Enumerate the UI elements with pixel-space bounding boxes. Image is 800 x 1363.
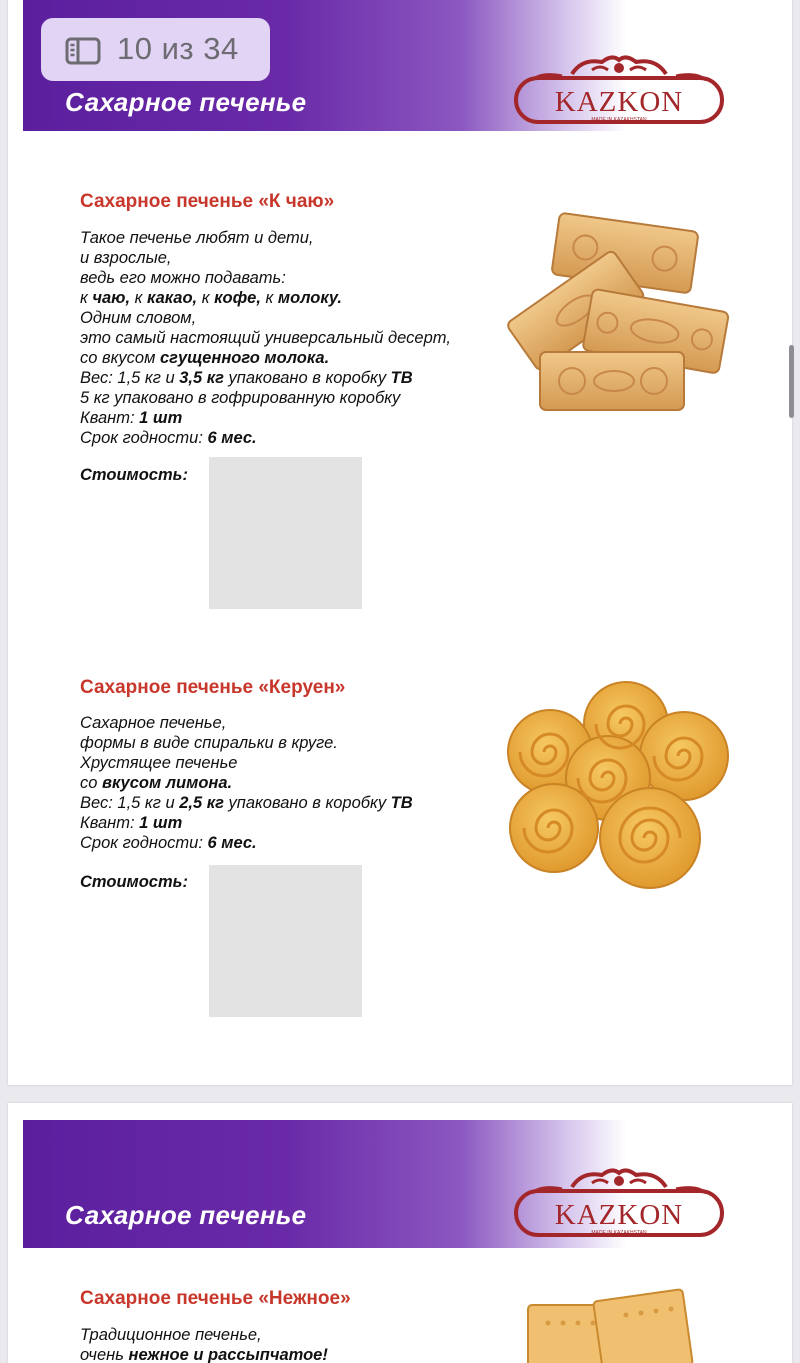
document-page [8,0,792,1085]
product-description [80,713,413,853]
description-line: Одним словом, [80,309,197,327]
description-line: ведь его можно подавать: [80,269,286,287]
description-line: к чаю, к какао, к кофе, к молоку. [80,289,343,307]
rectangular-cookies-image [494,210,730,425]
kazkon-logo [512,1165,726,1245]
square-cookies-image [508,1283,708,1363]
document-page [8,1103,792,1363]
scrollbar-thumb[interactable] [789,345,794,418]
page-counter[interactable] [41,18,270,81]
product-title: Сахарное печенье «К чаю» [80,191,335,212]
product-description [80,228,451,448]
page-counter-text: 10 из 34 [117,31,239,66]
product-description [80,1325,328,1363]
description-line: со вкусом сгущенного молока. [80,349,330,367]
product-title: Сахарное печенье «Нежное» [80,1288,351,1309]
description-line: очень нежное и рассыпчатое! [80,1346,328,1363]
logo-tagline: MADE IN KAZAKHSTAN [591,1230,647,1236]
cost-placeholder [209,457,362,609]
description-line: Срок годности: 6 мес. [80,834,257,852]
product-title: Сахарное печенье «Керуен» [80,677,346,698]
logo-text: KAZKON [554,1199,684,1231]
cost-placeholder [209,865,362,1017]
description-line: и взрослые, [80,249,172,267]
banner-title: Сахарное печенье [65,87,307,117]
description-line: Традиционное печенье, [80,1326,262,1344]
description-line: со вкусом лимона. [80,774,233,792]
description-line: Квант: 1 шт [80,409,183,427]
description-line: Вес: 1,5 кг и 3,5 кг упаковано в коробку ТВ [80,369,413,387]
description-line: Срок годности: 6 мес. [80,429,257,447]
kazkon-logo [512,52,726,132]
logo-tagline: MADE IN KAZAKHSTAN [591,117,647,123]
description-line: Сахарное печенье, [80,714,227,732]
description-line: формы в виде спиральки в круге. [80,734,338,752]
logo-text: KAZKON [554,86,684,118]
cost-label: Стоимость: [80,873,188,891]
description-line: Хрустящее печенье [80,754,238,772]
spiral-cookies-image [498,680,734,905]
description-line: 5 кг упаковано в гофрированную коробку [80,389,401,407]
description-line: Такое печенье любят и дети, [80,229,314,247]
sidebar-icon [65,37,101,65]
cost-label: Стоимость: [80,466,188,484]
banner-title: Сахарное печенье [65,1200,307,1230]
description-line: Вес: 1,5 кг и 2,5 кг упаковано в коробку ТВ [80,794,413,812]
description-line: Квант: 1 шт [80,814,183,832]
description-line: это самый настоящий универсальный десерт, [80,329,451,347]
